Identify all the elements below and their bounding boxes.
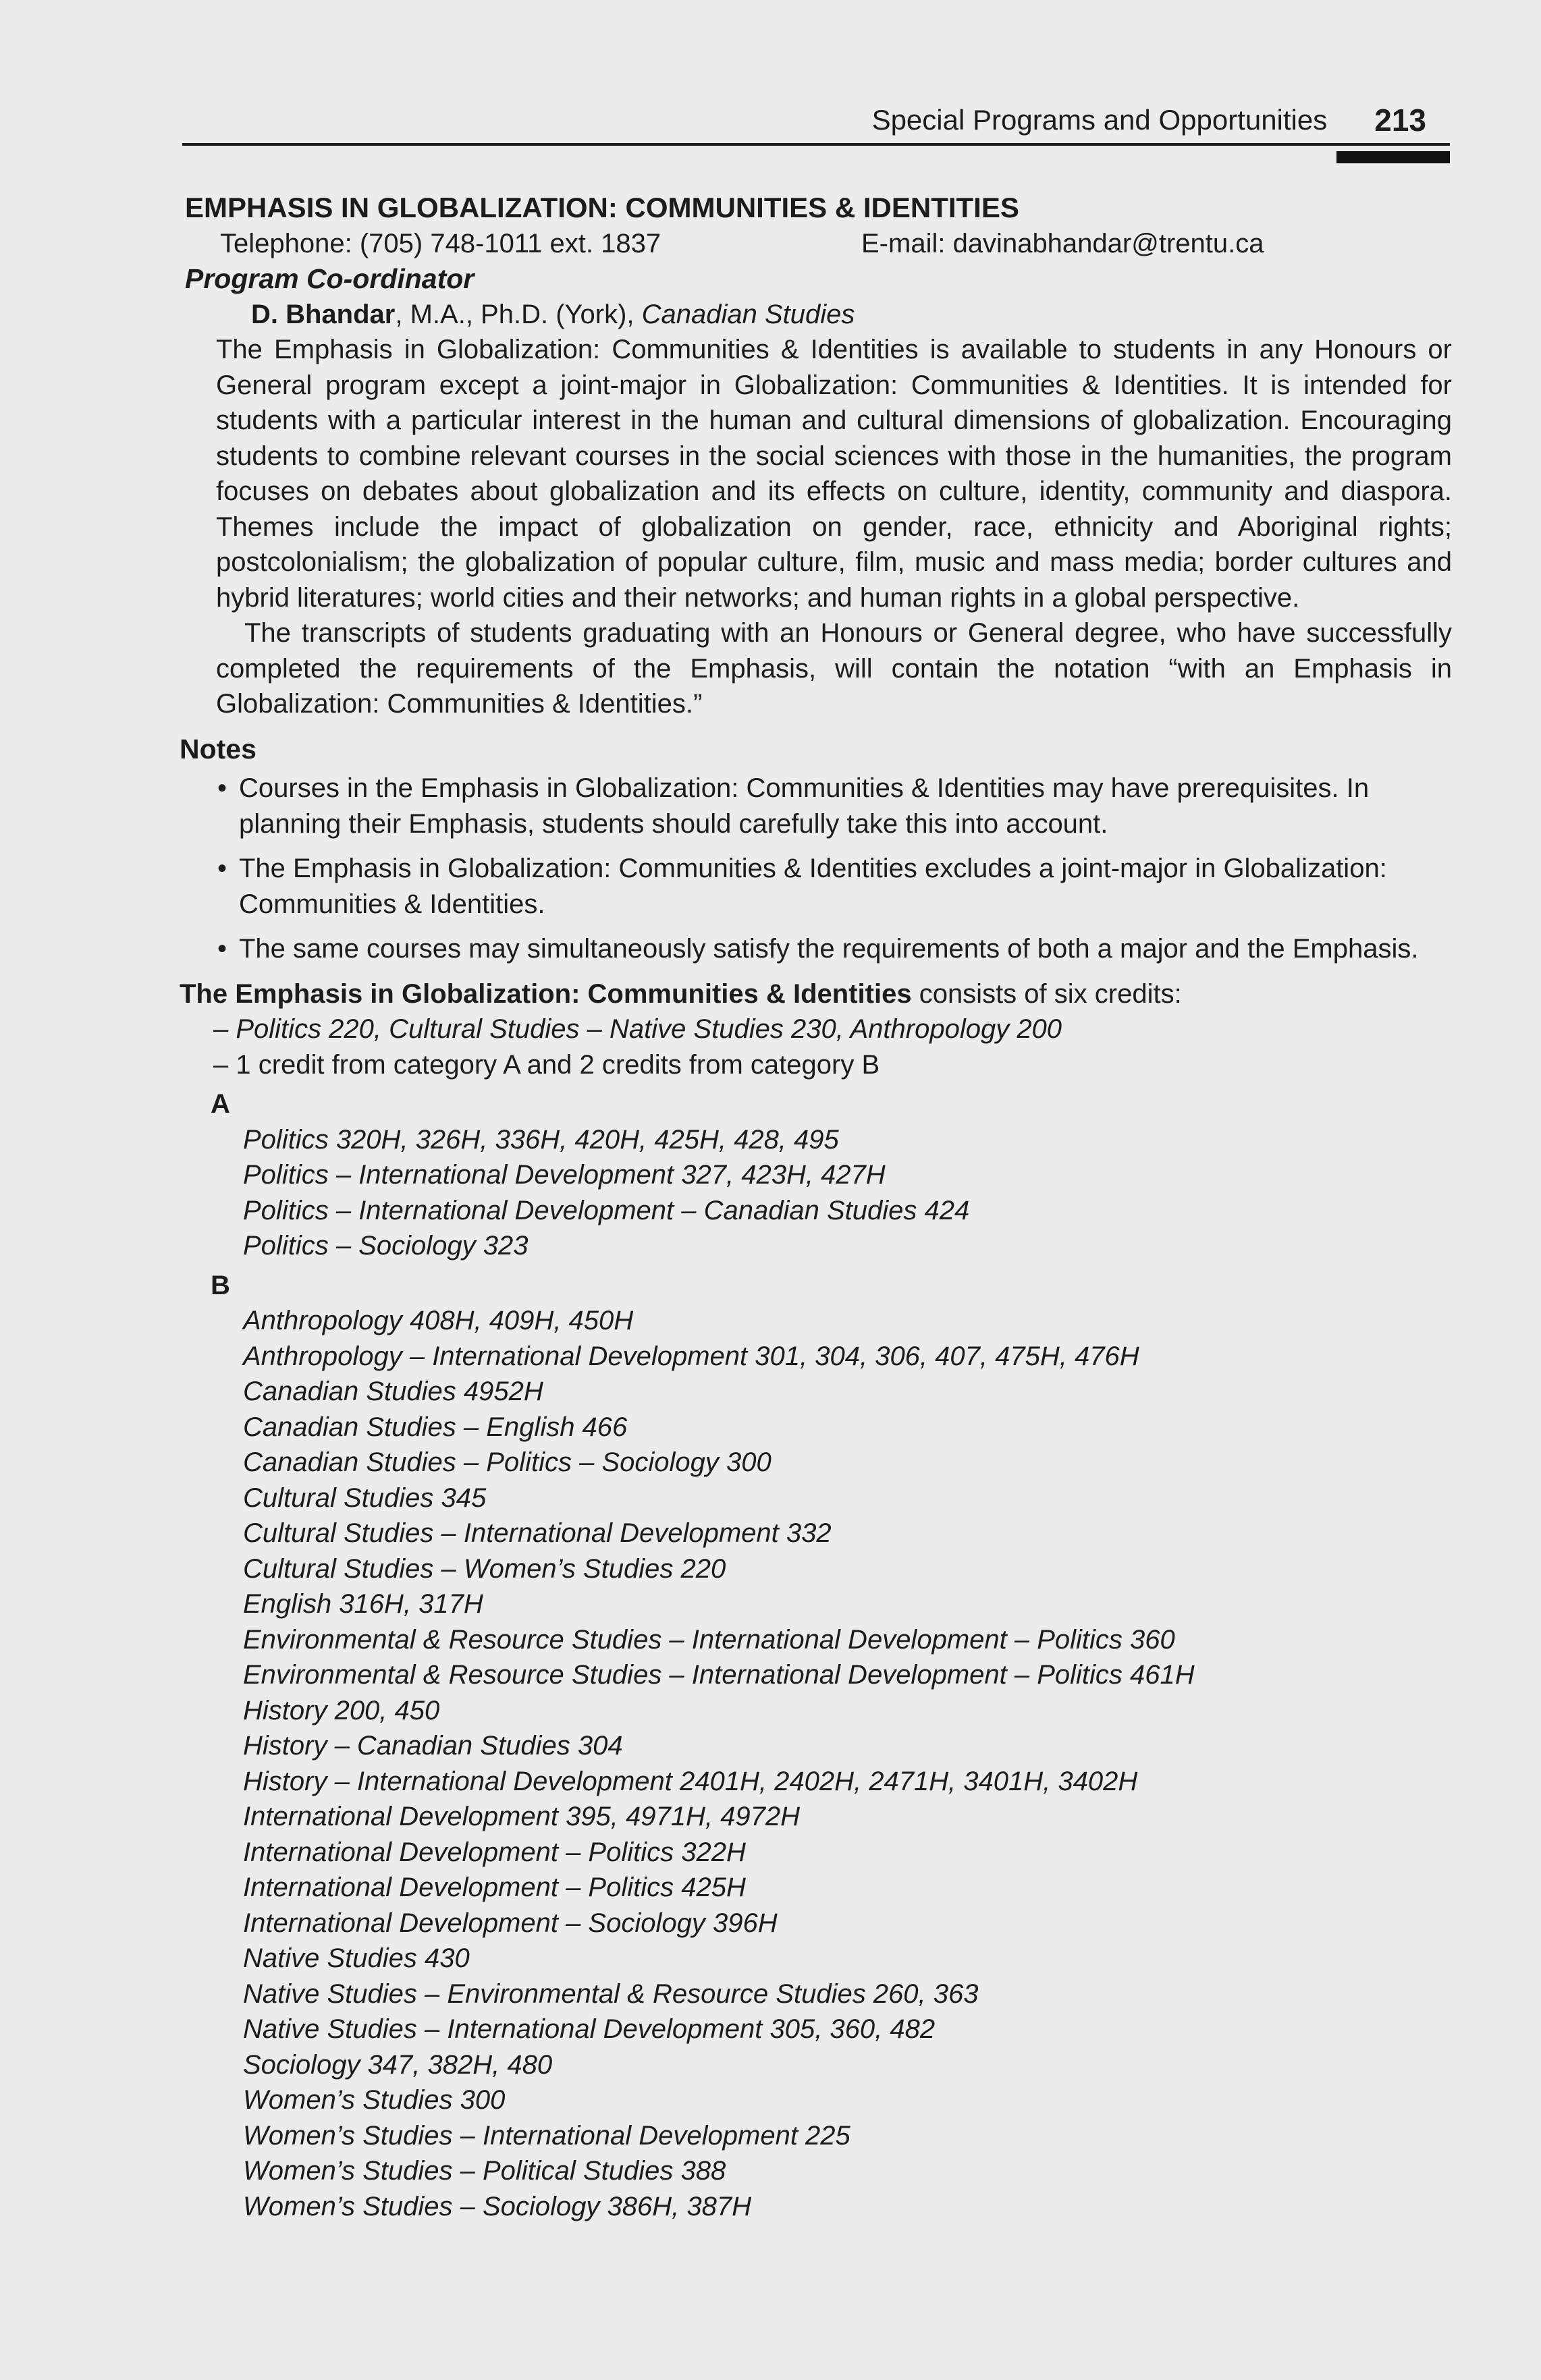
transcript-paragraph: The transcripts of students graduating with an Honours or General degree, who have successfully completed the requirements of the Emphasis, will contain the notation “with an Emphasis in Globalization: Communities & Identities.” [216, 618, 1452, 719]
requirement-line [213, 1012, 1452, 1047]
category-b-list [180, 1303, 1452, 2224]
bullet-icon: • [217, 854, 227, 883]
contact-line [220, 226, 1452, 262]
course-entry: Anthropology 408H, 409H, 450H [243, 1306, 634, 1335]
program-title: EMPHASIS IN GLOBALIZATION: COMMUNITIES & IDENTITIES [185, 192, 1019, 223]
course-entry: Women’s Studies – Political Studies 388 [243, 2156, 726, 2186]
course-entry: History – International Development 2401H, 2402H, 2471H, 3401H, 3402H [243, 1766, 1138, 1796]
category-b-label: B [211, 1270, 230, 1300]
note-item [217, 931, 1452, 967]
running-header [182, 100, 1426, 140]
requirements-lead-rest: consists of six credits: [911, 978, 1182, 1009]
category-a-list [180, 1122, 1452, 1264]
notes-list [180, 771, 1452, 967]
note-text: The same courses may simultaneously satisfy the requirements of both a major and the Emphasis. [239, 934, 1419, 964]
description-paragraph: The Emphasis in Globalization: Communities & Identities is available to students in any Honours or General program except a joint-major in Globalization: Communities & Identities. It is intended for students with a particular interest in the human and cultural dimensions of globalization. Encouraging students to combine relevant courses in the social sciences with those in the humanities, the program focuses on debates about globalization and its effects on culture, identity, community and diaspora. Themes include the impact of globalization on gender, race, ethnicity and Aboriginal rights; postcolonialism; the globalization of popular culture, film, music and mass media; border cultures and hybrid literatures; world cities and their networks; and human rights in a global perspective. [216, 335, 1452, 613]
course-entry: International Development – Politics 425H [243, 1873, 746, 1902]
course-entry: Canadian Studies 4952H [243, 1377, 543, 1406]
course-entry: Environmental & Resource Studies – International Development – Politics 461H [243, 1660, 1195, 1690]
notes-heading: Notes [180, 733, 256, 765]
course-entry: Women’s Studies – International Development 225 [243, 2120, 850, 2151]
course-entry: Politics – International Development 327, 423H, 427H [243, 1160, 886, 1190]
course-entry: Women’s Studies 300 [243, 2085, 506, 2115]
requirement-line: – 1 credit from category A and 2 credits from category B [213, 1049, 880, 1080]
course-entry: Native Studies – Environmental & Resource Studies 260, 363 [243, 1978, 979, 2009]
category-a-label: A [211, 1089, 230, 1119]
course-entry: Cultural Studies – Women’s Studies 220 [243, 1553, 726, 1584]
course-entry: English 316H, 317H [243, 1589, 483, 1619]
course-entry: International Development 395, 4971H, 4972H [243, 1802, 800, 1831]
course-entry: Native Studies – International Development 305, 360, 482 [243, 2014, 936, 2044]
coordinator-degrees: , M.A., Ph.D. (York), [395, 299, 642, 329]
bullet-icon: • [217, 934, 227, 964]
note-item [217, 851, 1452, 922]
note-text: Courses in the Emphasis in Globalization: Communities & Identities may have prerequisites. In planning their Emphasis, students should carefully take this into account. [239, 773, 1370, 839]
course-entry: Politics – Sociology 323 [243, 1231, 529, 1261]
page-number: 213 [1374, 103, 1426, 138]
coordinator-line [251, 297, 1452, 333]
course-entry: Native Studies 430 [243, 1943, 470, 1973]
course-entry: Sociology 347, 382H, 480 [243, 2049, 553, 2080]
course-entry: History – Canadian Studies 304 [243, 1731, 623, 1761]
page-content [180, 190, 1452, 2224]
required-courses: – Politics 220, Cultural Studies – Native Studies 230, Anthropology 200 [213, 1014, 1062, 1044]
course-entry: International Development – Sociology 396H [243, 1908, 778, 1938]
note-text: The Emphasis in Globalization: Communities & Identities excludes a joint-major in Globalization: Communities & Identities. [239, 854, 1387, 919]
course-entry: Cultural Studies – International Development 332 [243, 1518, 832, 1548]
course-entry: Canadian Studies – English 466 [243, 1412, 628, 1442]
email: E-mail: davinabhandar@trentu.ca [861, 228, 1264, 258]
bullet-icon: • [217, 773, 227, 803]
requirements-lead [180, 976, 1452, 1012]
coordinator-heading: Program Co-ordinator [185, 263, 475, 294]
header-rule [182, 143, 1450, 146]
course-entry: Politics 320H, 326H, 336H, 420H, 425H, 428, 495 [243, 1124, 839, 1155]
requirements-lead-bold: The Emphasis in Globalization: Communities & Identities [180, 978, 912, 1009]
course-entry: International Development – Politics 322H [243, 1837, 746, 1867]
note-item [217, 771, 1452, 841]
course-entry: Environmental & Resource Studies – International Development – Politics 360 [243, 1624, 1175, 1655]
section-title: Special Programs and Opportunities [871, 104, 1328, 136]
header-rule-tab [1336, 151, 1450, 163]
course-entry: Politics – International Development – Canadian Studies 424 [243, 1195, 970, 1225]
telephone: Telephone: (705) 748-1011 ext. 1837 [220, 228, 661, 258]
coordinator-department: Canadian Studies [641, 299, 855, 329]
course-entry: Women’s Studies – Sociology 386H, 387H [243, 2191, 752, 2221]
course-entry: Canadian Studies – Politics – Sociology 300 [243, 1447, 772, 1477]
coordinator-name: D. Bhandar [251, 299, 396, 329]
course-entry: Cultural Studies 345 [243, 1483, 487, 1513]
course-entry: Anthropology – International Development 301, 304, 306, 407, 475H, 476H [243, 1341, 1139, 1371]
course-entry: History 200, 450 [243, 1695, 440, 1725]
